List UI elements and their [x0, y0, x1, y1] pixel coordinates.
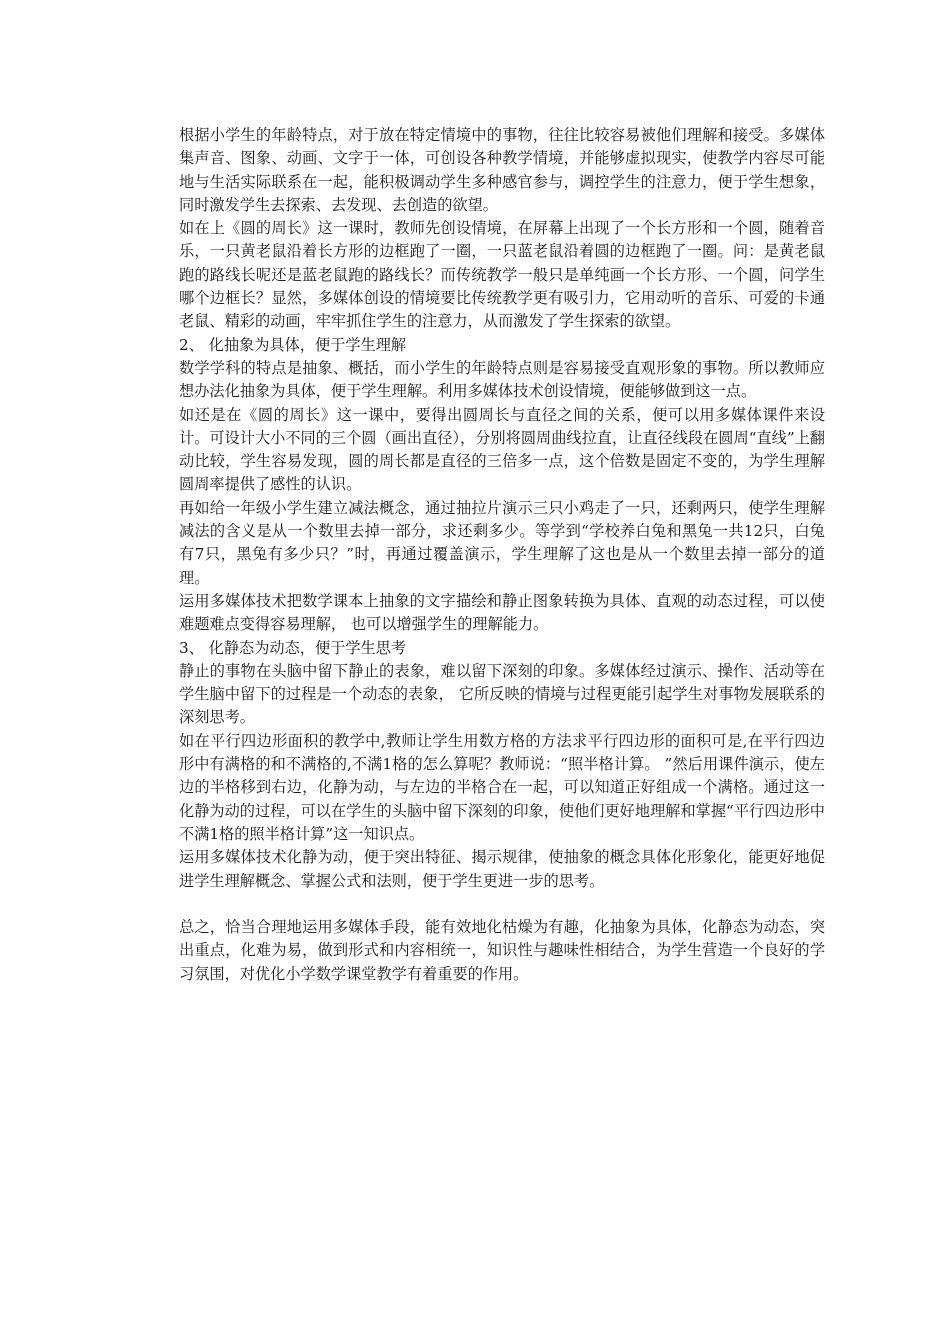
paragraph-static-impression: 静止的事物在头脑中留下静止的表象，难以留下深刻的印象。多媒体经过演示、操作、活动等在学生脑中留下的过程是一个动态的表象， 它所反映的情境与过程更能引起学生对事物发展联系的深刻思考。	[179, 661, 825, 727]
paragraph-abstract-concrete: 数学学科的特点是抽象、概括，而小学生的年龄特点则是容易接受直观形象的事物。所以教师应想办法化抽象为具体，便于学生理解。利用多媒体技术创设情境，便能够做到这一点。	[179, 358, 825, 401]
paragraph-dynamic-process: 运用多媒体技术把数学课本上抽象的文字描绘和静止图象转换为具体、直观的动态过程，可以使难题难点变得容易理解， 也可以增强学生的理解能力。	[179, 591, 825, 634]
section-heading-2: 2、 化抽象为具体，便于学生理解	[179, 335, 407, 354]
paragraph-circumference-diameter: 如还是在《圆的周长》这一课中，要得出圆周长与直径之间的关系，便可以用多媒体课件来设计。可设计大小不同的三个圆（画出直径），分别将圆周曲线拉直，让直径线段在圆周“直线”上翻动比较，学生容易发现，圆的周长都是直径的三倍多一点，这个倍数是固定不变的，为学生理解圆周率提供了感性的认识。	[179, 405, 825, 494]
document-body	[179, 124, 825, 986]
paragraph-intro: 根据小学生的年龄特点，对于放在特定情境中的事物，往往比较容易被他们理解和接受。多媒体集声音、图象、动画、文字于一体，可创设各种教学情境，并能够虚拟现实，使教学内容尽可能地与生活实际联系在一起，能积极调动学生多种感官参与，调控学生的注意力，便于学生想象，同时激发学生去探索、去发现、去创造的欲望。	[179, 126, 825, 214]
paragraph-static-to-dynamic: 运用多媒体技术化静为动，便于突出特征、揭示规律，使抽象的概念具体化形象化，能更好地促进学生理解概念、掌握公式和法则，便于学生更进一步的思考。	[179, 848, 825, 890]
section-heading-3: 3、 化静态为动态，便于学生思考	[179, 638, 407, 657]
paragraph-circle-example: 如在上《圆的周长》这一课时，教师先创设情境，在屏幕上出现了一个长方形和一个圆，随着音乐，一只黄老鼠沿着长方形的边框跑了一圈，一只蓝老鼠沿着圆的边框跑了一圈。问：是黄老鼠跑的路线长呢还是蓝老鼠跑的路线长？而传统教学一般只是单纯画一个长方形、一个圆，问学生哪个边框长？显然，多媒体创设的情境要比传统教学更有吸引力，它用动听的音乐、可爱的卡通老鼠、精彩的动画，牢牢抓住学生的注意力，从而激发了学生探索的欲望。	[179, 219, 825, 331]
paragraph-conclusion: 总之，恰当合理地运用多媒体手段，能有效地化枯燥为有趣，化抽象为具体，化静态为动态，突出重点，化难为易，做到形式和内容相统一，知识性与趣味性相结合，为学生营造一个良好的学习氛围，对优化小学数学课堂教学有着重要的作用。	[179, 918, 825, 983]
paragraph-subtraction-example: 再如给一年级小学生建立减法概念，通过抽拉片演示三只小鸡走了一只，还剩两只，使学生理解减法的含义是从一个数里去掉一部分，求还剩多少。等学到“学校养白兔和黑兔一共12只，白兔有7只，黑兔有多少只？”时，再通过覆盖演示，学生理解了这也是从一个数里去掉一部分的道理。	[179, 498, 825, 587]
paragraph-parallelogram-example: 如在平行四边形面积的教学中,教师让学生用数方格的方法求平行四边形的面积可是,在平行四边形中有满格的和不满格的,不满1格的怎么算呢？教师说：“照半格计算。 ”然后用课件演示，使左边的半格移到右边，化静为动，与左边的半格合在一起，可以知道正好组成一个满格。通过这一化静为动的过程，可以在学生的头脑中留下深刻的印象，使他们更好地理解和掌握“平行四边形中不满1格的照半格计算”这一知识点。	[179, 731, 825, 843]
paragraph-gap	[179, 893, 825, 916]
